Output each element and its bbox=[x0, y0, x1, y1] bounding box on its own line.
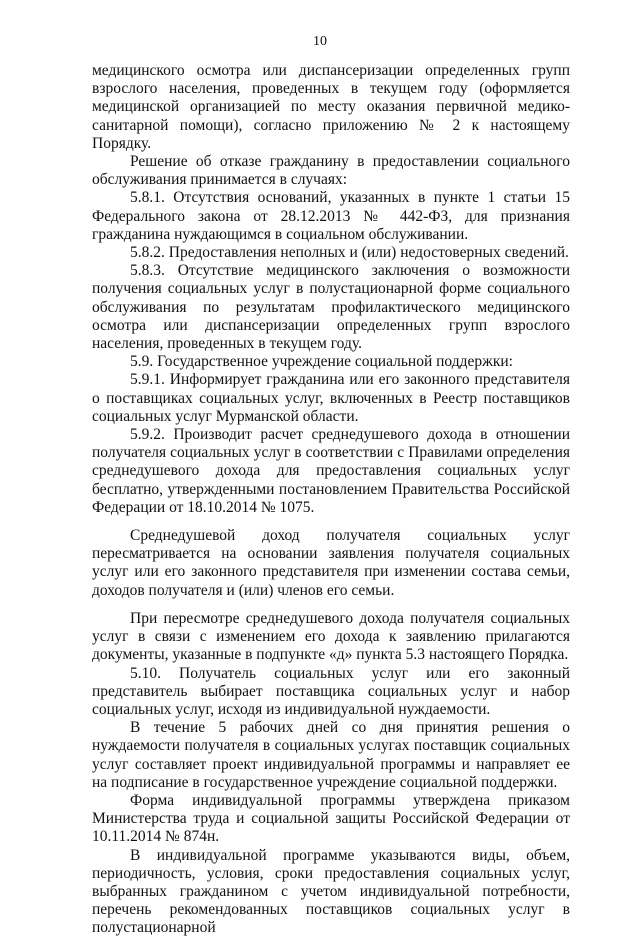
page-number: 10 bbox=[313, 34, 327, 49]
paragraph-program-form: Форма индивидуальной программы утверждена приказом Министерства труда и социальной защиты Российской Федерации от 10.11.2014 № 874н. bbox=[92, 791, 570, 846]
paragraph-program-contents: В индивидуальной программе указываются виды, объем, периодичность, условия, сроки предоставления социальных услуг, выбранных гражданином с учетом индивидуальной потребности, перечень рекомендованных поставщиков социальных услуг в полустационарной bbox=[92, 846, 570, 937]
paragraph-5-9: 5.9. Государственное учреждение социальной поддержки: bbox=[130, 353, 513, 371]
paragraph-5-8-1: 5.8.1. Отсутствия оснований, указанных в пункте 1 статьи 15 Федерального закона от 28.12.2013 № 442-ФЗ, для признания гражданина нуждающимся в социальном обслуживании. bbox=[92, 189, 570, 243]
paragraph-refusal-intro: Решение об отказе гражданину в предоставлении социального обслуживания принимается в случаях: bbox=[92, 153, 570, 189]
paragraph-5-8-3: 5.8.3. Отсутствие медицинского заключения о возможности получения социальных услуг в полустационарной форме социального обслуживания по результатам профилактического медицинского осмотра или диспансеризации определенных групп взрослого населения, проведенных в текущем году. bbox=[92, 262, 570, 353]
document-body bbox=[92, 62, 570, 938]
paragraph-program-deadline: В течение 5 рабочих дней со дня принятия решения о нуждаемости получателя в социальных услугах поставщик социальных услуг составляет проект индивидуальной программы и направляет ее на подписание в государственное учреждение социальной поддержки. bbox=[92, 719, 570, 791]
paragraph-5-8-2: 5.8.2. Предоставления неполных и (или) недостоверных сведений. bbox=[130, 244, 569, 262]
paragraph-continuation: медицинского осмотра или диспансеризации определенных групп взрослого населения, проведенных в текущем году (оформляется медицинской организацией по месту оказания первичной медико-санитарной помощи), согласно приложению № 2 к настоящему Порядку. bbox=[92, 62, 570, 152]
paragraph-5-10: 5.10. Получатель социальных услуг или его законный представитель выбирает поставщика социальных услуг и набор социальных услуг, исходя из индивидуальной нуждаемости. bbox=[92, 664, 570, 718]
paragraph-income-review: Среднедушевой доход получателя социальных услуг пересматривается на основании заявления получателя социальных услуг или его законного представителя при изменении состава семьи, доходов получателя и (или) членов его семьи. bbox=[92, 527, 570, 599]
paragraph-5-9-2: 5.9.2. Производит расчет среднедушевого дохода в отношении получателя социальных услуг в соответствии с Правилами определения среднедушевого дохода для предоставления социальных услуг бесплатно, утвержденными постановлением Правительства Российской Федерации от 18.10.2014 № 1075. bbox=[92, 426, 570, 516]
paragraph-5-9-1: 5.9.1. Информирует гражданина или его законного представителя о поставщиках социальных услуг, включенных в Реестр поставщиков социальных услуг Мурманской области. bbox=[92, 371, 570, 425]
paragraph-income-documents: При пересмотре среднедушевого дохода получателя социальных услуг в связи с изменением его дохода к заявлению прилагаются документы, указанные в подпункте «д» пункта 5.3 настоящего Порядка. bbox=[92, 609, 570, 664]
